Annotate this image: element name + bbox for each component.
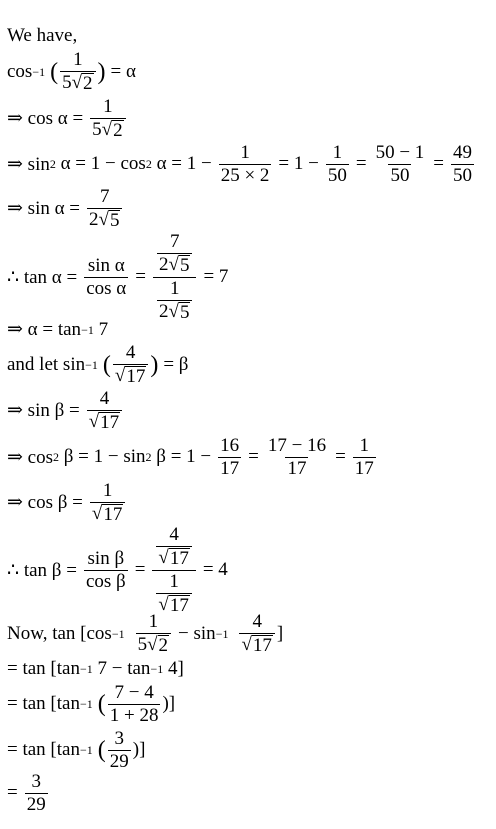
- eq9-f3-num: 1: [359, 435, 370, 456]
- eq4-den-coef: 2: [89, 208, 99, 230]
- eq15-open-paren: (: [97, 737, 106, 764]
- equation-10: [7, 481, 127, 525]
- sqrt-sign: √ 2: [71, 71, 93, 94]
- eq3-eq-c: =: [433, 153, 445, 175]
- eq2-num: 1: [103, 96, 113, 117]
- eq12-prefix: Now, tan [cos: [7, 622, 112, 644]
- eq11-top: [152, 525, 195, 570]
- equation-3: ⇒ sin 2 α = 1 − cos 2 α = 1 − $\frac{1}{25 \times 2}$ = 1 − $\frac{1}{50}$ = $\frac{50 - 1}{50}$ = $\frac{49}{50}$: [7, 142, 473, 186]
- eq3-f3-num: 50 − 1: [375, 142, 425, 163]
- eq1-den-rad: 2: [83, 72, 93, 94]
- eq11-bot-den-rad: 17: [169, 594, 189, 616]
- eq2-den-coef: 5: [92, 118, 102, 140]
- eq5-top-fraction: [157, 232, 192, 276]
- eq13-mid: 7 − tan: [92, 658, 151, 679]
- eq10-num: 1: [102, 480, 113, 501]
- eq16-fraction: [25, 772, 48, 815]
- eq2-den-rad: 2: [113, 119, 123, 141]
- eq5-bot-den-coef: 2: [159, 300, 169, 322]
- sqrt-sign: √ 5: [168, 253, 190, 276]
- eq11-fraction-sincos: [84, 549, 128, 592]
- eq3-mid1: α = 1 − cos: [55, 153, 146, 175]
- eq2-fraction: [90, 97, 125, 141]
- eq5-top: [153, 232, 196, 277]
- sqrt-sign: √ 2: [147, 633, 169, 656]
- intro-text: [7, 25, 77, 47]
- eq5-top-den: [157, 253, 192, 276]
- intro-label: We have,: [7, 25, 78, 46]
- equation-9: ⇒ cos 2 β = 1 − sin 2 β = 1 − $\frac{16}{17}$ = $\frac{17 - 16}{17}$ = $\frac{1}{17}$: [7, 435, 374, 479]
- eq9-mid1: β = 1 − sin: [59, 446, 146, 468]
- eq9-fraction-1: [218, 436, 241, 479]
- eq8-num: 4: [99, 388, 110, 409]
- equation-6: ⇒ α = tan −1 7: [7, 318, 109, 340]
- eq4-fraction: [87, 187, 122, 231]
- eq14-prefix: = tan [tan: [7, 693, 80, 715]
- eq2-den: [90, 118, 125, 141]
- eq5-f-num: sin α: [87, 254, 125, 276]
- eq8-fraction: [87, 389, 122, 433]
- eq3-eq-a: = 1 −: [278, 153, 319, 175]
- sqrt-sign: √ 17: [241, 633, 272, 656]
- eq4-prefix: ⇒ sin α =: [7, 198, 81, 220]
- eq5-f-den: cos α: [86, 277, 127, 299]
- eq3-f3-den: 50: [390, 164, 410, 186]
- equation-13: = tan [tan −1 7 − tan −1 4]: [7, 658, 184, 679]
- equation-14: = tan [tan −1 ( $\frac{7 - 4}{1 + 28}$ )]: [7, 682, 176, 726]
- eq3-fraction-3: [374, 143, 427, 186]
- equation-5: [7, 232, 228, 323]
- eq11-top-fraction: [156, 525, 191, 569]
- eq11-top-num: 4: [169, 524, 179, 545]
- eq5-result: = 7: [203, 266, 229, 288]
- eq9-fraction-2: [266, 436, 328, 479]
- equation-4: [7, 187, 124, 231]
- equation-2: [7, 97, 128, 141]
- eq2-prefix: ⇒ cos α =: [7, 108, 84, 130]
- eq1-close-paren: ): [97, 58, 106, 85]
- eq6-text: ⇒ α = tan: [7, 319, 82, 340]
- eq5-fraction-sincos: [84, 256, 128, 299]
- eq12-f2-den-rad: 17: [252, 634, 272, 656]
- eq11-prefix: ∴ tan β =: [7, 559, 77, 581]
- eq1-rhs: = α: [110, 60, 136, 82]
- eq5-bot-num: 1: [169, 277, 180, 299]
- eq8-den: [87, 410, 122, 433]
- eq5-bottom: [153, 277, 196, 323]
- eq14-fraction: [108, 683, 161, 726]
- eq12-f1-den: [136, 633, 171, 656]
- eq5-eq: =: [135, 266, 146, 288]
- eq9-mid2: β = 1 −: [151, 446, 212, 468]
- equation-12: Now, tan [cos −1 1 5 √ 2 − sin −1 4 √ 17 ]: [7, 611, 284, 656]
- eq15-prefix: = tan [tan: [7, 739, 80, 761]
- eq14-den: 1 + 28: [109, 704, 159, 726]
- eq16-num: 3: [31, 771, 41, 792]
- eq12-f1-num: 1: [148, 611, 159, 632]
- eq7-prefix: and let sin: [7, 353, 86, 375]
- eq9-fraction-3: [353, 436, 376, 479]
- sqrt-sign: √ 17: [158, 593, 189, 616]
- eq3-eq-b: =: [355, 153, 367, 175]
- eq14-open-paren: (: [97, 691, 106, 718]
- equation-8: [7, 389, 124, 433]
- eq3-fraction-2: [326, 143, 349, 186]
- eq15-fraction: [108, 729, 131, 772]
- sqrt-sign: √ 17: [91, 502, 123, 525]
- eq5-top-num: 7: [169, 231, 180, 252]
- eq7-den: [113, 364, 148, 387]
- eq1-fn: cos: [7, 60, 33, 82]
- eq11-bot-num: 1: [169, 570, 179, 592]
- eq10-fraction: [90, 481, 125, 525]
- eq12-f1-den-coef: 5: [137, 633, 148, 655]
- eq9-prefix: ⇒ cos: [7, 446, 53, 468]
- eq7-open-paren: (: [102, 351, 111, 378]
- eq3-fraction-1: [219, 143, 272, 186]
- eq3-f4-den: 50: [453, 164, 473, 186]
- eq5-bot-den: [157, 300, 192, 323]
- eq5-bottom-fraction: [157, 279, 192, 323]
- eq11-top-den-rad: 17: [169, 547, 189, 569]
- eq8-den-rad: 17: [100, 411, 120, 433]
- eq7-rhs: = β: [163, 353, 189, 375]
- eq7-close-paren: ): [150, 351, 159, 378]
- eq9-f2-den: 17: [287, 457, 307, 479]
- eq12-mid: − sin: [178, 622, 216, 644]
- eq3-f4-num: 49: [453, 142, 473, 163]
- eq3-f2-num: 1: [332, 142, 343, 163]
- eq13-prefix: = tan [tan: [7, 658, 80, 679]
- equation-7: and let sin −1 ( 4 √ 17 ) = β: [7, 342, 189, 387]
- eq12-f2-den: [239, 633, 274, 656]
- eq6-tail: 7: [93, 318, 109, 340]
- eq14-close: )]: [162, 693, 176, 715]
- equation-11: [7, 525, 228, 616]
- eq12-f1-den-rad: 2: [158, 634, 169, 656]
- eq12-f2-num: 4: [252, 611, 262, 632]
- eq5-prefix: ∴ tan α =: [7, 266, 78, 288]
- sqrt-sign: √ 17: [114, 364, 146, 387]
- eq14-num: 7 − 4: [114, 682, 154, 703]
- eq16-den: 29: [26, 793, 46, 815]
- eq10-den: [90, 502, 125, 525]
- eq8-prefix: ⇒ sin β =: [7, 400, 80, 422]
- eq11-bottom: [152, 570, 195, 616]
- eq5-top-den-rad: 5: [179, 254, 190, 276]
- equation-1: cos −1 ( 1 5 √ 2 ) = α: [7, 49, 136, 94]
- eq3-f1-den: 25 × 2: [220, 164, 270, 186]
- sqrt-sign: √ 5: [168, 300, 190, 323]
- eq7-num: 4: [125, 342, 136, 363]
- eq11-f-den: cos β: [85, 570, 126, 592]
- eq12-fraction-2: [239, 612, 274, 656]
- eq15-num: 3: [114, 728, 124, 749]
- eq3-f2-den: 50: [327, 164, 347, 186]
- eq1-num: 1: [73, 49, 83, 70]
- eq11-top-den: [156, 546, 191, 569]
- eq1-den: [60, 71, 95, 94]
- equation-16: [7, 772, 50, 815]
- eq11-result: = 4: [202, 559, 228, 581]
- eq3-fraction-4: [451, 143, 474, 186]
- eq12-close: ]: [276, 622, 284, 644]
- eq1-open-paren: (: [50, 58, 59, 85]
- eq11-f-num: sin β: [87, 547, 125, 569]
- eq4-den: [87, 208, 122, 231]
- eq11-eq: =: [134, 559, 146, 581]
- equation-15: = tan [tan −1 ( $\frac{3}{29}$ )]: [7, 728, 146, 772]
- eq3-prefix: ⇒ sin: [7, 153, 50, 175]
- eq1-fraction: [60, 50, 95, 94]
- eq9-f3-den: 17: [354, 457, 374, 479]
- eq3-f1-num: 1: [240, 142, 250, 163]
- eq10-den-rad: 17: [103, 503, 123, 525]
- eq4-den-rad: 5: [109, 209, 120, 231]
- eq5-top-den-coef: 2: [159, 253, 169, 275]
- eq9-f2-num: 17 − 16: [267, 435, 327, 456]
- eq13-tail: 4]: [163, 658, 184, 679]
- eq7-den-rad: 17: [126, 365, 146, 387]
- eq5-compound-fraction: [153, 232, 196, 323]
- eq1-den-coef: 5: [62, 71, 72, 93]
- eq9-eq-a: =: [248, 446, 259, 468]
- eq5-bot-den-rad: 5: [179, 301, 190, 323]
- eq9-f1-num: 16: [220, 435, 240, 456]
- sqrt-sign: √ 2: [101, 118, 123, 141]
- eq7-fraction: [113, 343, 148, 387]
- eq9-eq-b: =: [335, 446, 346, 468]
- eq15-den: 29: [109, 750, 129, 772]
- eq9-f1-den: 17: [220, 457, 240, 479]
- eq4-num: 7: [99, 186, 110, 207]
- sqrt-sign: √ 5: [98, 208, 120, 231]
- eq3-mid2: α = 1 −: [151, 153, 212, 175]
- eq11-compound-fraction: [152, 525, 195, 616]
- sqrt-sign: √ 17: [88, 410, 120, 433]
- eq15-close: )]: [132, 739, 146, 761]
- sqrt-sign: √ 17: [158, 546, 189, 569]
- eq12-fraction-1: [136, 612, 171, 656]
- eq11-bottom-fraction: [156, 572, 191, 616]
- eq10-prefix: ⇒ cos β =: [7, 492, 83, 514]
- eq16-prefix: =: [7, 782, 18, 804]
